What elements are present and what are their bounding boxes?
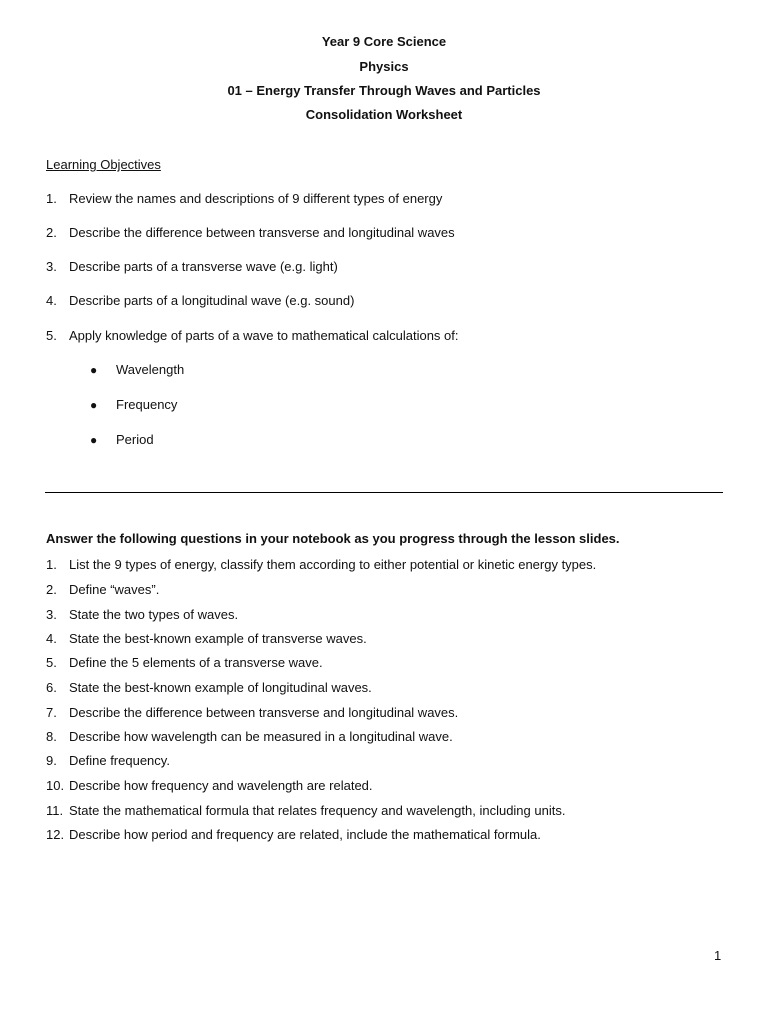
- question-number: 6.: [46, 680, 57, 695]
- objective-item: [46, 225, 455, 241]
- question-item: [46, 607, 238, 623]
- objective-text: Describe parts of a transverse wave (e.g. light): [69, 259, 338, 274]
- question-text: List the 9 types of energy, classify them according to either potential or kinetic energy types.: [69, 557, 597, 572]
- objective-number: 1.: [46, 191, 57, 206]
- question-number: 11.: [46, 803, 64, 818]
- bullet-text: Period: [116, 432, 154, 447]
- question-item: [46, 729, 453, 745]
- bullet-text: Frequency: [116, 397, 178, 412]
- question-item: [46, 778, 373, 794]
- bullet-dot-icon: ●: [90, 398, 98, 412]
- question-item: [46, 680, 372, 696]
- question-number: 12.: [46, 827, 65, 842]
- question-text: Define the 5 elements of a transverse wave.: [69, 655, 323, 670]
- question-number: 10.: [46, 778, 65, 793]
- question-text: Describe how period and frequency are related, include the mathematical formula.: [69, 827, 541, 842]
- document-topic-title: 01 – Energy Transfer Through Waves and Particles: [227, 83, 541, 98]
- question-text: Describe the difference between transverse and longitudinal waves.: [69, 705, 459, 720]
- question-text: State the mathematical formula that relates frequency and wavelength, including units.: [69, 803, 566, 818]
- objective-item: [46, 328, 459, 344]
- question-text: State the best-known example of longitudinal waves.: [69, 680, 372, 695]
- page-number: 1: [714, 948, 722, 963]
- questions-instruction: Answer the following questions in your notebook as you progress through the lesson slides.: [46, 531, 620, 546]
- question-text: State the two types of waves.: [69, 607, 239, 622]
- question-item: [46, 631, 367, 647]
- bullet-dot-icon: ●: [90, 363, 98, 377]
- question-item: [46, 803, 565, 819]
- question-item: [46, 705, 458, 721]
- question-item: [46, 827, 541, 843]
- objective-text: Describe parts of a longitudinal wave (e.g. sound): [69, 293, 355, 308]
- question-number: 4.: [46, 631, 57, 646]
- objective-item: [46, 191, 442, 207]
- question-number: 3.: [46, 607, 57, 622]
- document-year-title: Year 9 Core Science: [321, 34, 447, 49]
- question-item: [46, 582, 159, 598]
- learning-objectives-heading: Learning Objectives: [46, 157, 161, 172]
- question-number: 9.: [46, 753, 57, 768]
- bullet-item: [90, 397, 177, 413]
- objective-number: 5.: [46, 328, 57, 343]
- bullet-dot-icon: ●: [90, 433, 98, 447]
- question-number: 2.: [46, 582, 57, 597]
- question-text: Define frequency.: [69, 753, 170, 768]
- question-item: [46, 753, 170, 769]
- document-subject-title: Physics: [359, 59, 409, 74]
- bullet-text: Wavelength: [116, 362, 185, 377]
- objective-number: 3.: [46, 259, 57, 274]
- question-item: [46, 557, 596, 573]
- question-number: 5.: [46, 655, 57, 670]
- question-number: 1.: [46, 557, 57, 572]
- objective-text: Review the names and descriptions of 9 different types of energy: [69, 191, 443, 206]
- document-worksheet-title: Consolidation Worksheet: [305, 107, 463, 122]
- objective-text: Describe the difference between transverse and longitudinal waves: [69, 225, 455, 240]
- objective-number: 2.: [46, 225, 57, 240]
- bullet-item: [90, 362, 184, 378]
- section-divider: [45, 492, 723, 493]
- question-text: State the best-known example of transverse waves.: [69, 631, 367, 646]
- question-number: 8.: [46, 729, 57, 744]
- question-text: Define “waves”.: [69, 582, 160, 597]
- objective-number: 4.: [46, 293, 57, 308]
- objective-item: [46, 293, 354, 309]
- question-text: Describe how wavelength can be measured in a longitudinal wave.: [69, 729, 453, 744]
- question-number: 7.: [46, 705, 57, 720]
- bullet-item: [90, 432, 154, 448]
- objective-item: [46, 259, 338, 275]
- objective-text: Apply knowledge of parts of a wave to mathematical calculations of:: [69, 328, 459, 343]
- question-item: [46, 655, 323, 671]
- question-text: Describe how frequency and wavelength are related.: [69, 778, 373, 793]
